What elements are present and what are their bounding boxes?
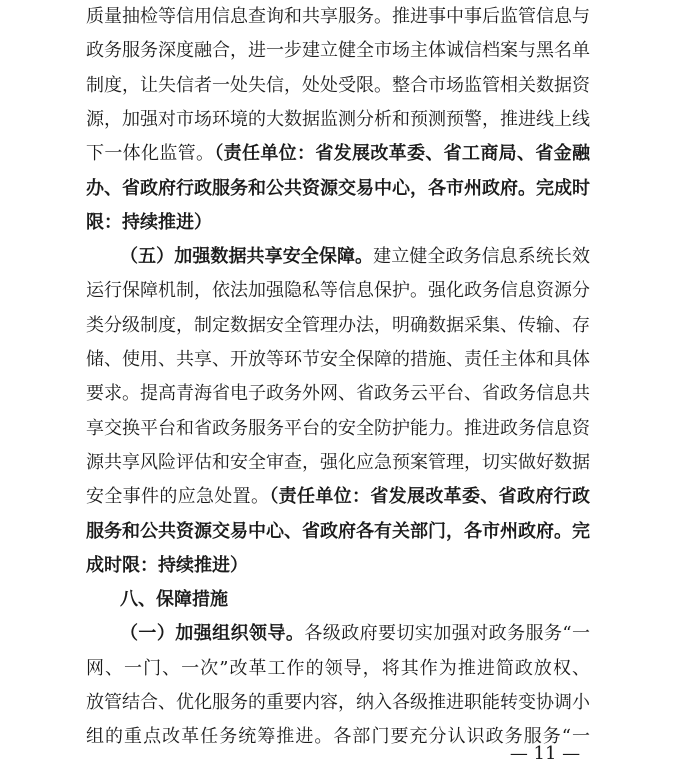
text-line: 要求。提高青海省电子政务外网、省政务云平台、省政务信息共 (86, 383, 590, 405)
bold-text-segment: （责任单位：省发展改革委、省政府行政 (269, 486, 590, 508)
text-line: 质量抽检等信用信息查询和共享服务。推进事中事后监管信息与 (86, 6, 590, 27)
text-segment: 各级政府要切实加强对政务服务“一 (304, 623, 590, 645)
text-line: 服务和公共资源交易中心、省政府各有关部门，各市州政府。完 (86, 520, 590, 542)
text-line: 运行保障机制，依法加强隐私等信息保护。强化政务信息资源分 (86, 280, 590, 302)
text-segment: 下一体化监管。 (86, 143, 215, 165)
section-heading: 八、保障措施 (120, 589, 228, 611)
text-line (86, 480, 590, 514)
text-line: 储、使用、共享、开放等环节安全保障的措施、责任主体和具体 (86, 349, 590, 370)
page-number: — 11 — (509, 743, 581, 764)
text-line (86, 137, 590, 171)
text-line: 网、一门、一次”改革工作的领导，将其作为推进简政放权、 (86, 657, 590, 679)
text-line: 放管结合、优化服务的重要内容，纳入各级推进职能转变协调小 (86, 692, 590, 713)
text-line: 享交换平台和省政务服务平台的安全防护能力。推进政务信息资 (86, 417, 590, 439)
bold-text-segment: （责任单位：省发展改革委、省工商局、省金融 (214, 143, 590, 165)
text-segment: 建立健全政务信息系统长效 (373, 246, 590, 268)
bold-text-segment: （一）加强组织领导。 (120, 623, 305, 645)
text-line: 成时限：持续推进） (86, 554, 248, 576)
text-line: 类分级制度，制定数据安全管理办法，明确数据采集、传输、存 (86, 314, 590, 336)
bold-text-segment: （五）加强数据共享安全保障。 (120, 246, 374, 268)
text-line: 组的重点改革任务统筹推进。各部门要充分认识政务服务“一 (86, 726, 590, 748)
text-line: 源，加强对市场环境的大数据监测分析和预测预警，推进线上线 (86, 108, 590, 130)
text-line: 限：持续推进） (86, 211, 212, 233)
text-line (86, 240, 590, 274)
text-line: 办、省政府行政服务和公共资源交易中心，各市州政府。完成时 (86, 177, 590, 199)
text-line: 源共享风险评估和安全审查，强化应急预案管理，切实做好数据 (86, 451, 590, 473)
text-segment: 安全事件的应急处置。 (86, 486, 270, 508)
text-line: 制度，让失信者一处失信，处处受限。整合市场监管相关数据资 (86, 74, 590, 96)
text-line: 政务服务深度融合，进一步建立健全市场主体诚信档案与黑名单 (86, 40, 590, 62)
text-line (86, 617, 590, 651)
